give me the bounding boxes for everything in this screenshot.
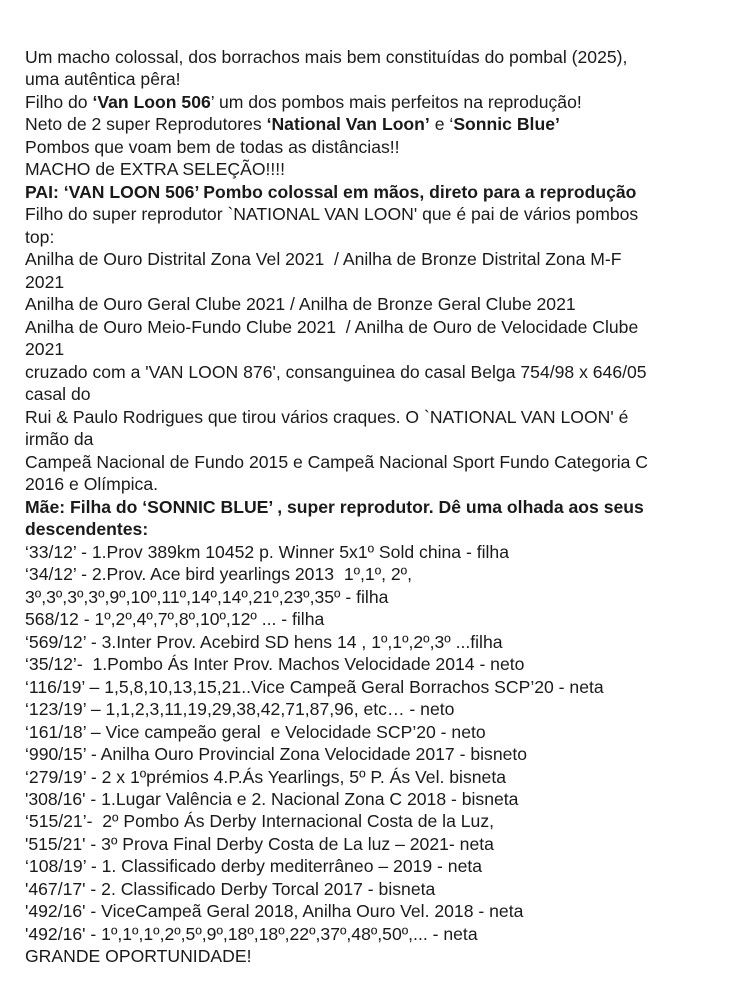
text-segment: ’ um dos pombos mais perfeitos na reprodução! [210,91,582,112]
text-segment: Um macho colossal, dos borrachos mais bem constituídas do pombal (2025), [25,47,628,67]
text-segment: ‘108/19’ - 1. Classificado derby mediterrâneo – 2019 - neta [25,856,483,877]
text-line [25,181,732,203]
text-segment: uma autêntica pêra! [25,69,181,90]
text-segment: 568/12 - 1º,2º,4º,7º,8º,10º,12º ... - filha [25,609,325,630]
text-line [25,766,732,788]
text-line [25,158,732,180]
text-line [25,68,732,90]
text-line [25,676,732,698]
text-line [25,631,732,653]
text-segment: ‘123/19’ – 1,1,2,3,11,19,29,38,42,71,87,96, etc… - neto [25,699,455,720]
text-segment: ‘990/15’ - Anilha Ouro Provincial Zona Velocidade 2017 - bisneto [25,744,528,765]
text-segment: Anilha de Ouro Distrital Zona Vel 2021 / Anilha de Bronze Distrital Zona M-F [25,249,622,270]
text-line [25,743,732,765]
text-line [25,316,732,338]
text-line [25,810,732,832]
text-line [25,698,732,720]
text-line [25,496,732,518]
text-line [25,878,732,900]
text-line [25,833,732,855]
text-line [25,248,732,270]
bold-text-segment: ‘Van Loon 506 [92,91,211,112]
text-line [25,203,732,225]
text-line [25,293,732,315]
text-segment: ‘515/21’- 2º Pombo Ás Derby Internacional Costa de la Luz, [25,811,495,832]
pedigree-description-text [25,46,732,968]
text-segment: Campeã Nacional de Fundo 2015 e Campeã Nacional Sport Fundo Categoria C [25,451,648,472]
bold-text-segment: Mãe: Filha do ‘SONNIC BLUE’ , super reprodutor. Dê uma olhada aos seus [25,496,644,517]
text-line [25,383,732,405]
text-line [25,113,732,135]
text-segment: 3º,3º,3º,3º,9º,10º,11º,14º,14º,21º,23º,35º - filha [25,586,389,607]
text-segment: '492/16' - 1º,1º,1º,2º,5º,9º,18º,18º,22º,37º,48º,50º,... - neta [25,923,478,944]
bold-text-segment: ‘National Van Loon’ [266,114,430,135]
text-line [25,608,732,630]
text-segment: 2021 [25,271,65,292]
text-segment: '515/21' - 3º Prova Final Derby Costa de La luz – 2021- neta [25,833,494,854]
text-line [25,518,732,540]
text-segment: Pombos que voam bem de todas as distâncias!! [25,136,400,157]
text-line [25,653,732,675]
text-line [25,91,732,113]
text-segment: top: [25,226,55,247]
text-line [25,721,732,743]
bold-text-segment: descendentes: [25,519,149,540]
text-segment: cruzado com a 'VAN LOON 876', consanguinea do casal Belga 754/98 x 646/05 [25,361,647,382]
text-segment: Rui & Paulo Rodrigues que tirou vários craques. O `NATIONAL VAN LOON' é [25,406,629,427]
text-segment: ‘35/12’- 1.Pombo Ás Inter Prov. Machos Velocidade 2014 - neto [25,654,525,675]
text-segment: casal do [25,384,91,405]
text-segment: '308/16' - 1.Lugar Valência e 2. Nacional Zona C 2018 - bisneta [25,788,519,809]
text-segment: 2016 e Olímpica. [25,474,159,495]
text-segment: ‘161/18’ – Vice campeão geral e Velocidade SCP’20 - neto [25,721,486,742]
text-line [25,788,732,810]
text-segment: Anilha de Ouro Geral Clube 2021 / Anilha de Bronze Geral Clube 2021 [25,294,576,315]
text-line [25,46,732,68]
text-line [25,900,732,922]
text-line [25,361,732,383]
text-line [25,563,732,585]
text-segment: e ‘ [429,114,454,135]
text-line [25,945,732,967]
text-line [25,338,732,360]
bold-text-segment: PAI: ‘VAN LOON 506’ Pombo colossal em mãos, direto para a reprodução [25,181,637,202]
text-segment: ‘569/12’ - 3.Inter Prov. Acebird SD hens 14 , 1º,1º,2º,3º ...filha [25,631,503,652]
text-line [25,855,732,877]
bold-text-segment: Sonnic Blue’ [453,114,560,135]
text-line [25,451,732,473]
text-segment: ‘34/12’ - 2.Prov. Ace bird yearlings 2013 1º,1º, 2º, [25,564,413,585]
text-line [25,428,732,450]
text-line [25,473,732,495]
text-line [25,586,732,608]
text-segment: '492/16' - ViceCampeã Geral 2018, Anilha Ouro Vel. 2018 - neta [25,901,524,922]
text-segment: ‘116/19’ – 1,5,8,10,13,15,21..Vice Campeã Geral Borrachos SCP’20 - neta [25,676,604,697]
text-line [25,226,732,248]
text-segment: ‘33/12’ - 1.Prov 389km 10452 p. Winner 5x1º Sold china - filha [25,541,509,562]
text-segment: 2021 [25,339,65,360]
text-line [25,923,732,945]
text-segment: Neto de 2 super Reprodutores [25,114,267,135]
text-segment: GRANDE OPORTUNIDADE! [25,946,252,967]
text-segment: irmão da [25,429,94,450]
text-line [25,541,732,563]
text-segment: MACHO de EXTRA SELEÇÃO!!!! [25,159,286,180]
text-line [25,136,732,158]
text-line [25,406,732,428]
text-segment: ‘279/19’ - 2 x 1ºprémios 4.P.Ás Yearlings, 5º P. Ás Vel. bisneta [25,766,507,787]
text-line [25,271,732,293]
text-segment: Filho do [25,91,93,112]
text-segment: Filho do super reprodutor `NATIONAL VAN LOON' que é pai de vários pombos [25,204,639,225]
text-segment: '467/17' - 2. Classificado Derby Torcal 2017 - bisneta [25,878,436,899]
text-segment: Anilha de Ouro Meio-Fundo Clube 2021 / Anilha de Ouro de Velocidade Clube [25,316,639,337]
